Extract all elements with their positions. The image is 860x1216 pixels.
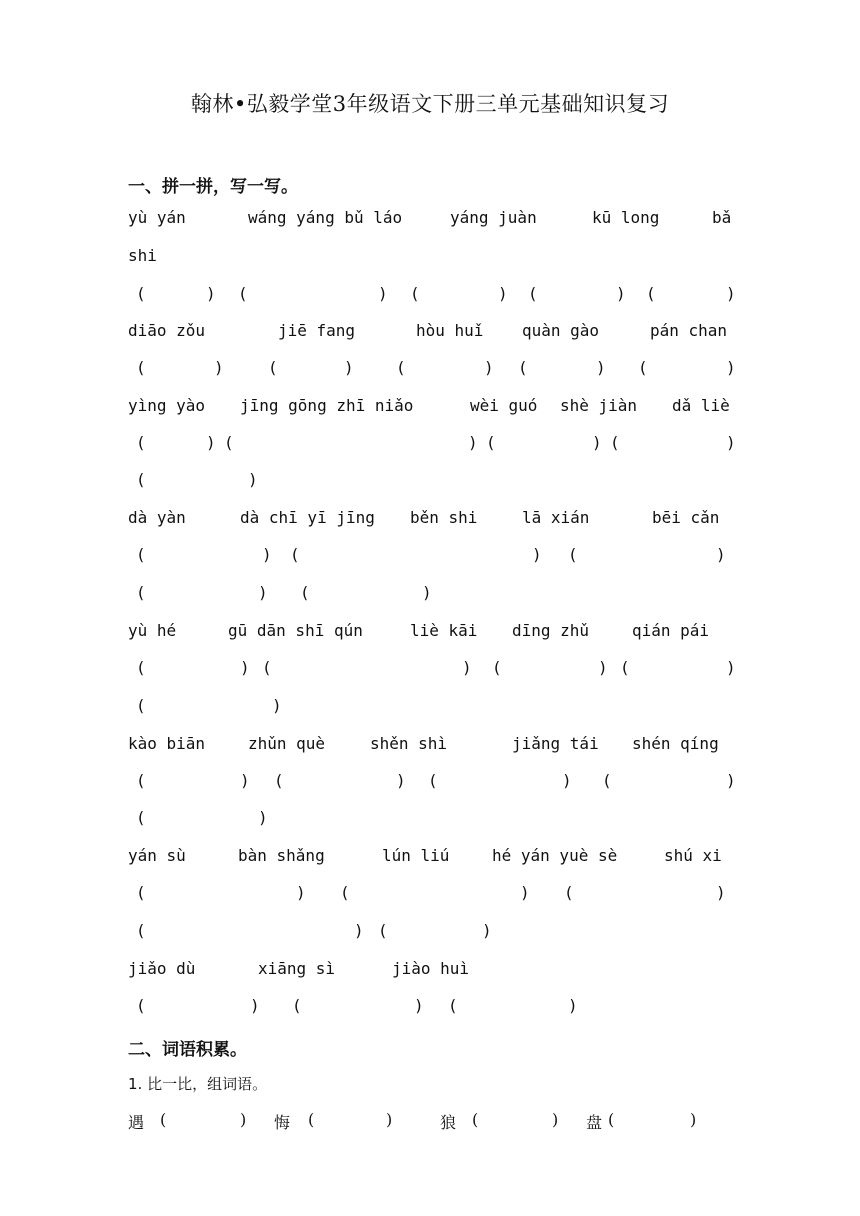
- answer-row-6-wrap: [128, 808, 738, 832]
- answer-blank[interactable]: ): [396, 771, 406, 790]
- open-bracket: (: [290, 545, 300, 564]
- open-bracket: (: [486, 433, 496, 452]
- answer-row-6: [128, 771, 738, 795]
- open-bracket: (: [378, 921, 388, 940]
- pinyin-item: dǎ liè: [672, 396, 730, 415]
- compare-char: 悔: [274, 1113, 291, 1132]
- answer-blank[interactable]: ): [598, 658, 608, 677]
- answer-blank[interactable]: ): [240, 1110, 247, 1129]
- open-bracket: (: [136, 771, 146, 790]
- pinyin-row-1-wrap: [128, 246, 738, 270]
- section-1-heading: 一、拼一拼，写一写。: [128, 177, 298, 197]
- pinyin-item: shén qíng: [632, 734, 719, 753]
- open-bracket: (: [136, 470, 146, 489]
- open-bracket: (: [620, 658, 630, 677]
- answer-blank[interactable]: ): [378, 284, 388, 303]
- pinyin-item: bēi cǎn: [652, 508, 720, 527]
- pinyin-row-4: [128, 508, 738, 532]
- answer-row-3: [128, 433, 738, 457]
- pinyin-row-6: [128, 734, 738, 758]
- pinyin-item: quàn gào: [522, 321, 600, 340]
- pinyin-item: dīng zhǔ: [512, 621, 590, 640]
- answer-row-5: [128, 658, 738, 682]
- pinyin-item: yán sù: [128, 846, 186, 865]
- open-bracket: (: [472, 1110, 479, 1129]
- pinyin-item: jiǎng tái: [512, 734, 599, 753]
- answer-blank[interactable]: ): [716, 545, 726, 564]
- open-bracket: (: [602, 771, 612, 790]
- open-bracket: (: [638, 358, 648, 377]
- answer-blank[interactable]: ): [462, 658, 472, 677]
- open-bracket: (: [518, 358, 528, 377]
- answer-row-7: [128, 883, 738, 907]
- open-bracket: (: [136, 696, 146, 715]
- answer-blank[interactable]: ): [596, 358, 606, 377]
- open-bracket: (: [262, 658, 272, 677]
- pinyin-row-1: [128, 208, 738, 232]
- open-bracket: (: [224, 433, 234, 452]
- open-bracket: (: [238, 284, 248, 303]
- open-bracket: (: [292, 996, 302, 1015]
- answer-blank[interactable]: ): [206, 433, 216, 452]
- section-2-subheading: 1. 比一比，组词语。: [128, 1075, 268, 1093]
- pinyin-item: hé yán yuè sè: [492, 846, 618, 865]
- open-bracket: (: [396, 358, 406, 377]
- open-bracket: (: [528, 284, 538, 303]
- answer-blank[interactable]: ): [716, 883, 726, 902]
- open-bracket: (: [274, 771, 284, 790]
- pinyin-item: liè kāi: [410, 621, 478, 640]
- section-2-heading: 二、词语积累。: [128, 1040, 247, 1060]
- open-bracket: (: [136, 433, 146, 452]
- answer-blank[interactable]: ): [344, 358, 354, 377]
- answer-blank[interactable]: ): [726, 433, 736, 452]
- open-bracket: (: [136, 883, 146, 902]
- answer-blank[interactable]: ): [258, 583, 268, 602]
- answer-blank[interactable]: ): [422, 583, 432, 602]
- open-bracket: (: [136, 996, 146, 1015]
- pinyin-item: jīng gōng zhī niǎo: [240, 396, 414, 415]
- pinyin-item: gū dān shī qún: [228, 621, 363, 640]
- open-bracket: (: [136, 583, 146, 602]
- open-bracket: (: [428, 771, 438, 790]
- pinyin-item: kū long: [592, 208, 660, 227]
- compare-char: 盘: [586, 1113, 603, 1132]
- pinyin-item: qián pái: [632, 621, 710, 640]
- open-bracket: (: [136, 545, 146, 564]
- answer-row-7-wrap: [128, 921, 738, 945]
- open-bracket: (: [410, 284, 420, 303]
- pinyin-item: jiē fang: [278, 321, 356, 340]
- answer-blank[interactable]: ): [262, 545, 272, 564]
- answer-blank[interactable]: ): [248, 470, 258, 489]
- open-bracket: (: [136, 358, 146, 377]
- answer-blank[interactable]: ): [258, 808, 268, 827]
- answer-row-2: [128, 358, 738, 382]
- answer-blank[interactable]: ): [468, 433, 478, 452]
- pinyin-item: lā xián: [522, 508, 590, 527]
- pinyin-item: bǎ: [712, 208, 732, 227]
- answer-row-4-wrap: [128, 583, 738, 607]
- pinyin-item: shi: [128, 246, 157, 265]
- answer-blank[interactable]: ): [568, 996, 578, 1015]
- answer-blank[interactable]: ): [726, 771, 736, 790]
- pinyin-item: yù hé: [128, 621, 177, 640]
- answer-blank[interactable]: ): [498, 284, 508, 303]
- pinyin-item: pán chan: [650, 321, 728, 340]
- open-bracket: (: [136, 658, 146, 677]
- answer-blank[interactable]: ): [240, 771, 250, 790]
- answer-row-3-wrap: [128, 470, 738, 494]
- pinyin-item: shè jiàn: [560, 396, 638, 415]
- pinyin-row-7: [128, 846, 738, 870]
- answer-blank[interactable]: ): [562, 771, 572, 790]
- answer-blank[interactable]: ): [272, 696, 282, 715]
- page-title: 翰林•弘毅学堂3年级语文下册三单元基础知识复习: [190, 92, 670, 116]
- pinyin-item: dà yàn: [128, 508, 186, 527]
- answer-blank[interactable]: ): [592, 433, 602, 452]
- answer-blank[interactable]: ): [386, 1110, 393, 1129]
- answer-blank[interactable]: ): [354, 921, 364, 940]
- open-bracket: (: [568, 545, 578, 564]
- answer-blank[interactable]: ): [214, 358, 224, 377]
- answer-blank[interactable]: ): [616, 284, 626, 303]
- pinyin-row-3: [128, 396, 738, 420]
- answer-blank[interactable]: ): [552, 1110, 559, 1129]
- open-bracket: (: [300, 583, 310, 602]
- answer-blank[interactable]: ): [726, 284, 736, 303]
- open-bracket: (: [448, 996, 458, 1015]
- answer-blank[interactable]: ): [240, 658, 250, 677]
- compare-char: 遇: [128, 1113, 145, 1132]
- answer-blank[interactable]: ): [482, 921, 492, 940]
- open-bracket: (: [308, 1110, 315, 1129]
- pinyin-item: wáng yáng bǔ láo: [248, 208, 403, 227]
- answer-blank[interactable]: ): [296, 883, 306, 902]
- answer-blank[interactable]: ): [414, 996, 424, 1015]
- answer-row-1: [128, 284, 738, 308]
- open-bracket: (: [268, 358, 278, 377]
- answer-row-5-wrap: [128, 696, 738, 720]
- pinyin-row-5: [128, 621, 738, 645]
- open-bracket: (: [160, 1110, 167, 1129]
- pinyin-item: bàn shǎng: [238, 846, 325, 865]
- pinyin-item: dà chī yī jīng: [240, 508, 375, 527]
- open-bracket: (: [340, 883, 350, 902]
- open-bracket: (: [608, 1110, 615, 1129]
- open-bracket: (: [136, 808, 146, 827]
- pinyin-item: xiāng sì: [258, 959, 336, 978]
- pinyin-item: kào biān: [128, 734, 206, 753]
- open-bracket: (: [564, 883, 574, 902]
- compare-char: 狼: [440, 1113, 457, 1132]
- pinyin-item: jiào huì: [392, 959, 470, 978]
- open-bracket: (: [646, 284, 656, 303]
- pinyin-item: yìng yào: [128, 396, 206, 415]
- answer-blank[interactable]: ): [726, 658, 736, 677]
- answer-blank[interactable]: ): [532, 545, 542, 564]
- pinyin-item: hòu huǐ: [416, 321, 484, 340]
- open-bracket: (: [610, 433, 620, 452]
- answer-blank[interactable]: ): [250, 996, 260, 1015]
- pinyin-item: zhǔn què: [248, 734, 326, 753]
- pinyin-row-2: [128, 321, 738, 345]
- pinyin-item: běn shi: [410, 508, 478, 527]
- open-bracket: (: [136, 921, 146, 940]
- answer-blank[interactable]: ): [206, 284, 216, 303]
- pinyin-item: lún liú: [382, 846, 450, 865]
- pinyin-item: yù yán: [128, 208, 186, 227]
- compare-row: [128, 1110, 738, 1134]
- answer-row-4: [128, 545, 738, 569]
- pinyin-item: yáng juàn: [450, 208, 537, 227]
- pinyin-item: jiǎo dù: [128, 959, 196, 978]
- answer-blank[interactable]: ): [690, 1110, 697, 1129]
- answer-blank[interactable]: ): [520, 883, 530, 902]
- pinyin-row-8: [128, 959, 738, 983]
- open-bracket: (: [492, 658, 502, 677]
- open-bracket: (: [136, 284, 146, 303]
- answer-blank[interactable]: ): [726, 358, 736, 377]
- answer-blank[interactable]: ): [484, 358, 494, 377]
- answer-row-8: [128, 996, 738, 1020]
- pinyin-item: wèi guó: [470, 396, 538, 415]
- pinyin-item: shú xi: [664, 846, 722, 865]
- pinyin-item: shěn shì: [370, 734, 448, 753]
- pinyin-item: diāo zǒu: [128, 321, 206, 340]
